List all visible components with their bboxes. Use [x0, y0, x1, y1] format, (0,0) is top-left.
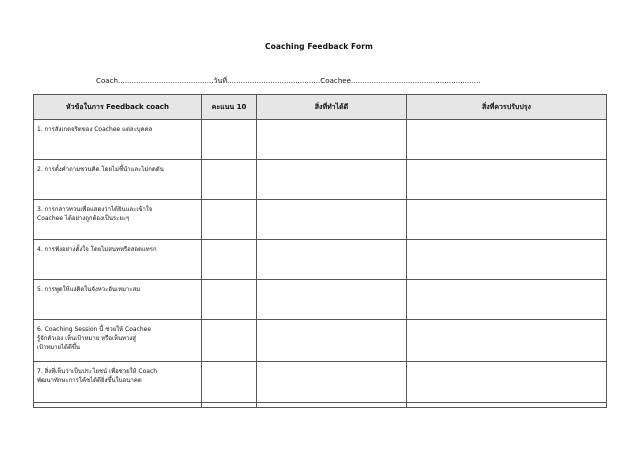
score-cell[interactable]	[202, 280, 257, 320]
coach-date-coachee-line: Coach..........................................วันที่.........................................Coachee.........................................................	[96, 77, 481, 85]
done-well-cell[interactable]	[257, 120, 407, 160]
table-bottom-row	[34, 403, 607, 408]
empty-cell	[407, 403, 607, 408]
improve-cell[interactable]	[407, 362, 607, 403]
table-row	[34, 160, 607, 200]
empty-cell	[34, 403, 202, 408]
done-well-cell[interactable]	[257, 160, 407, 200]
table-row	[34, 240, 607, 280]
score-cell[interactable]	[202, 362, 257, 403]
header-score: คะแนน 10	[202, 95, 257, 120]
improve-cell[interactable]	[407, 160, 607, 200]
header-topic: หัวข้อในการ Feedback coach	[34, 95, 202, 120]
table-header-row	[34, 95, 607, 120]
improve-cell[interactable]	[407, 240, 607, 280]
topic-cell: 7. สิ่งที่เห็นว่าเป็นประโยชน์ เพื่อช่วยให้ Coach พัฒนาทักษะการโค้ชได้ดียิ่งขึ้นในอนาคต	[34, 362, 202, 403]
done-well-cell[interactable]	[257, 362, 407, 403]
score-cell[interactable]	[202, 200, 257, 240]
score-cell[interactable]	[202, 240, 257, 280]
header-done-well: สิ่งที่ทำได้ดี	[257, 95, 407, 120]
improve-cell[interactable]	[407, 280, 607, 320]
table-row	[34, 120, 607, 160]
table-row	[34, 362, 607, 403]
done-well-cell[interactable]	[257, 320, 407, 362]
improve-cell[interactable]	[407, 320, 607, 362]
table-row	[34, 280, 607, 320]
header-improve: สิ่งที่ควรปรับปรุง	[407, 95, 607, 120]
done-well-cell[interactable]	[257, 280, 407, 320]
empty-cell	[257, 403, 407, 408]
topic-cell: 5. การพูดให้แง่คิดในจังหวะอันเหมาะสม	[34, 280, 202, 320]
empty-cell	[202, 403, 257, 408]
topic-cell: 3. การกล่าวทวนเพื่อแสดงว่าได้ยินและเข้าใจ Coachee ได้อย่างถูกต้องเป็นระยะๆ	[34, 200, 202, 240]
score-cell[interactable]	[202, 160, 257, 200]
topic-cell: 2. การตั้งคำถามชวนคิด โดยไม่ชี้นำและไม่กดดัน	[34, 160, 202, 200]
table-row	[34, 200, 607, 240]
topic-cell: 6. Coaching Session นี้ ช่วยให้ Coachee รู้จักตัวเอง เห็นเป้าหมาย หรือเห็นทางสู่ เป้าหมายได้ดีขึ้น	[34, 320, 202, 362]
improve-cell[interactable]	[407, 200, 607, 240]
done-well-cell[interactable]	[257, 200, 407, 240]
improve-cell[interactable]	[407, 120, 607, 160]
topic-cell: 4. การฟังอย่างตั้งใจ โดยไม่สนทหรือสอดแทรก	[34, 240, 202, 280]
form-title: Coaching Feedback Form	[265, 42, 373, 51]
score-cell[interactable]	[202, 320, 257, 362]
done-well-cell[interactable]	[257, 240, 407, 280]
score-cell[interactable]	[202, 120, 257, 160]
table-row	[34, 320, 607, 362]
feedback-table	[33, 94, 607, 408]
topic-cell: 1. การสังเกตจริตของ Coachee แต่ละบุคคล	[34, 120, 202, 160]
